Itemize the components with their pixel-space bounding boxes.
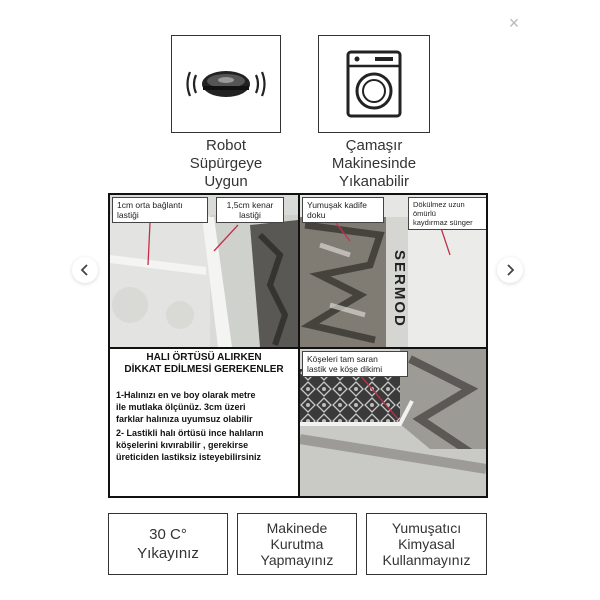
note-2 [116,427,292,463]
texture-detail-photo [300,195,486,347]
care-line: Yıkayınız [137,545,199,562]
care-line: 30 C° [149,526,187,543]
robot-vacuum-feature-box [171,35,281,133]
washer-label-line-2: Makinesinde [331,155,417,172]
callout-line: 1cm orta bağlantı [117,200,183,210]
soft-velvet-callout [302,197,384,223]
chevron-right-icon [505,264,515,276]
washer-label-line-3: Yıkanabilir [338,173,410,190]
wash-temperature-box [108,513,228,575]
prev-image-button[interactable] [72,257,98,283]
washing-machine-feature-box [318,35,430,133]
robot-label-line-3: Uygun [204,173,248,190]
robot-vacuum-icon [184,62,268,106]
corner-detail-photo [300,349,486,496]
brand-label: SERMOD [391,250,408,328]
callout-line: lastiği [239,210,261,220]
elastic-detail-photo [110,195,298,347]
callout-line: lastik ve köşe dikimi [307,364,383,374]
washer-label-line-1: Çamaşır [345,137,403,154]
product-detail-grid [108,193,488,498]
washing-machine-icon [345,49,403,119]
note-line: köşelerini kıvırabilir , gerekirse [116,440,249,450]
callout-line: Köşeleri tam saran [307,354,378,364]
next-image-button[interactable] [497,257,523,283]
close-button[interactable] [505,14,523,32]
robot-label-line-1: Robot [205,137,247,154]
note-line: 2- Lastikli halı örtüsü ince halıların [116,428,264,438]
care-line: Yapmayınız [260,552,334,568]
notes-title-line: HALI ÖRTÜSÜ ALIRKEN [146,352,262,363]
non-slip-sponge-callout [408,197,486,230]
close-icon: × [508,13,520,33]
chevron-left-icon [80,264,90,276]
no-machine-dry-box [237,513,357,575]
note-line: üreticiden lastiksiz isteyebilirsiniz [116,452,262,462]
note-line: ile mutlaka ölçünüz. 3cm üzeri [116,402,246,412]
callout-line: kaydırmaz sünger [413,218,473,227]
center-elastic-callout [112,197,208,223]
callout-line: doku [307,210,326,220]
edge-elastic-callout [216,197,284,223]
callout-line: 1,5cm kenar [226,200,274,210]
note-1 [116,389,292,425]
robot-label-line-2: Süpürgeye [189,155,263,172]
callout-line: Dökülmez uzun ömürlü [413,200,465,218]
care-line: Yumuşatıcı [391,520,462,536]
no-softener-box [366,513,487,575]
corner-elastic-callout [302,351,408,377]
care-line: Makinede [266,520,328,536]
note-line: farklar halınıza uyumsuz olabilir [116,414,253,424]
care-line: Kimyasal [398,536,455,552]
notes-title [110,352,298,376]
buying-notes-panel [110,349,298,496]
care-line: Kurutma [270,536,324,552]
callout-line: Yumuşak kadife [307,200,368,210]
robot-vacuum-label [156,137,296,191]
care-line: Kullanmayınız [382,552,471,568]
note-line: 1-Halınızı en ve boy olarak metre [116,390,256,400]
callout-line: lastiği [117,210,139,220]
notes-title-line: DİKKAT EDİLMESİ GEREKENLER [124,364,284,375]
washing-machine-label [304,137,444,191]
